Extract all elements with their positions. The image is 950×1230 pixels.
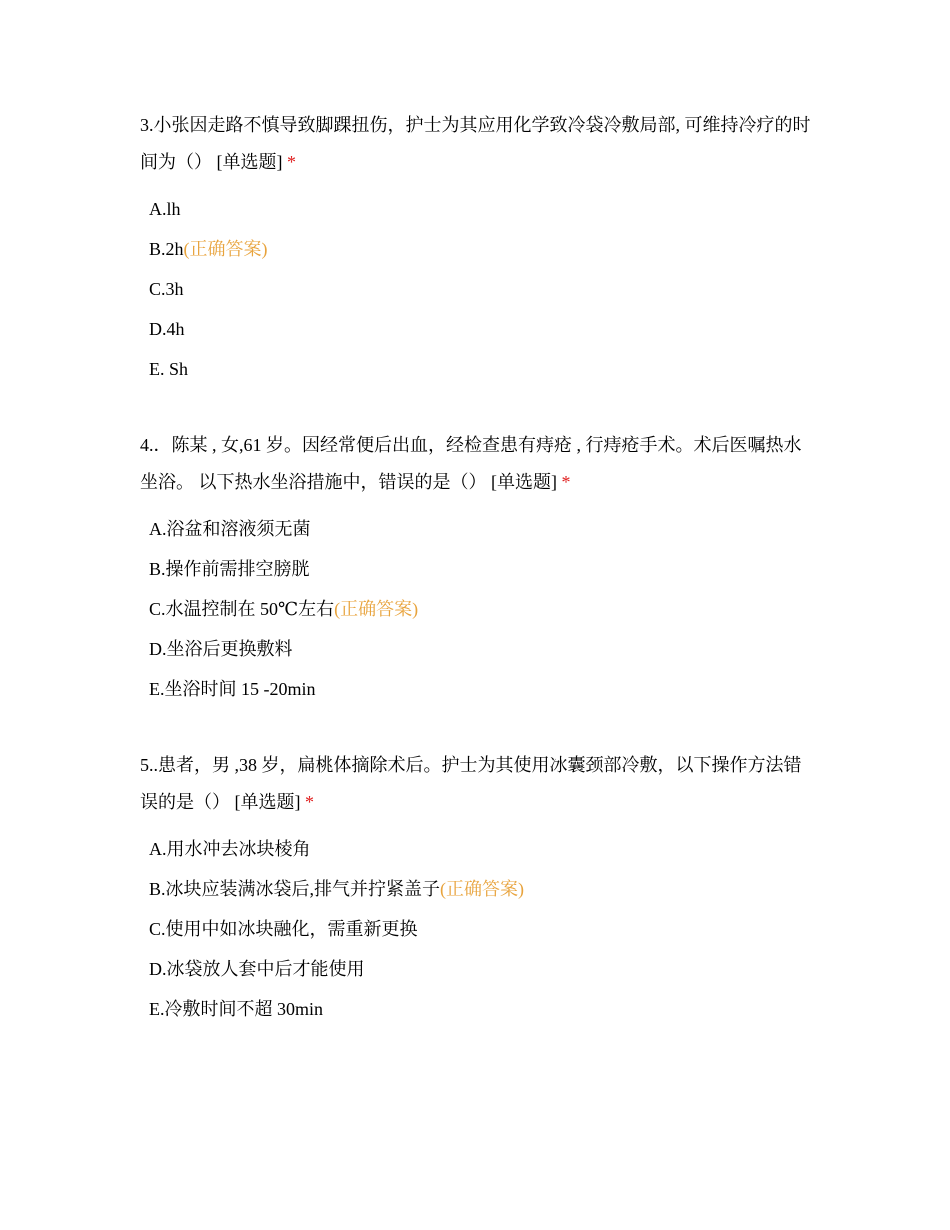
option-b xyxy=(149,869,812,909)
question-5 xyxy=(140,747,812,1029)
option-list xyxy=(140,509,812,709)
correct-answer-note: (正确答案) xyxy=(183,239,268,259)
option-label: A.用水冲去冰块棱角 xyxy=(149,839,311,859)
option-label: C.3h xyxy=(149,279,184,299)
option-label: B.2h xyxy=(149,239,184,259)
question-text xyxy=(140,427,812,501)
option-label: E.坐浴时间 15 -20min xyxy=(149,679,316,699)
option-d xyxy=(149,629,812,669)
option-label: D.4h xyxy=(149,319,185,339)
option-b xyxy=(149,549,812,589)
option-label: E.冷敷时间不超 30min xyxy=(149,999,323,1019)
question-stem: 5..患者，男 ,38 岁，扁桃体摘除术后。护士为其使用冰囊颈部冷敷，以下操作方法错误的是（） [单选题] xyxy=(140,755,802,812)
question-text xyxy=(140,747,812,821)
option-label: B.冰块应装满冰袋后,排气并拧紧盖子 xyxy=(149,879,441,899)
option-a xyxy=(149,189,812,229)
option-label: D.冰袋放人套中后才能使用 xyxy=(149,959,365,979)
option-list xyxy=(140,829,812,1029)
option-b xyxy=(149,229,812,269)
required-mark: * xyxy=(561,472,571,492)
required-mark: * xyxy=(287,152,296,172)
option-c xyxy=(149,909,812,949)
option-list xyxy=(140,189,812,389)
option-label: B.操作前需排空膀胱 xyxy=(149,559,310,579)
required-mark: * xyxy=(305,792,314,812)
question-4 xyxy=(140,427,812,709)
option-label: D.坐浴后更换敷料 xyxy=(149,639,293,659)
option-c xyxy=(149,589,812,629)
option-d xyxy=(149,309,812,349)
correct-answer-note: (正确答案) xyxy=(440,879,525,899)
option-label: C.水温控制在 50℃左右 xyxy=(149,599,335,619)
option-e xyxy=(149,669,812,709)
question-stem: 4.．陈某 , 女,61 岁。因经常便后出血，经检查患有痔疮 , 行痔疮手术。术后医嘱热水坐浴。 以下热水坐浴措施中，错误的是（） [单选题] xyxy=(140,435,802,492)
option-d xyxy=(149,949,812,989)
question-stem: 3.小张因走路不慎导致脚踝扭伤，护士为其应用化学致冷袋冷敷局部, 可维持冷疗的时间为（） [单选题] xyxy=(140,115,811,172)
question-text xyxy=(140,107,812,181)
correct-answer-note: (正确答案) xyxy=(334,599,419,619)
question-3 xyxy=(140,107,812,389)
option-e xyxy=(149,349,812,389)
option-label: A.浴盆和溶液须无菌 xyxy=(149,519,311,539)
option-e xyxy=(149,989,812,1029)
option-a xyxy=(149,829,812,869)
option-label: C.使用中如冰块融化，需重新更换 xyxy=(149,919,418,939)
option-label: E. Sh xyxy=(149,359,189,379)
option-a xyxy=(149,509,812,549)
option-label: A.lh xyxy=(149,199,181,219)
option-c xyxy=(149,269,812,309)
